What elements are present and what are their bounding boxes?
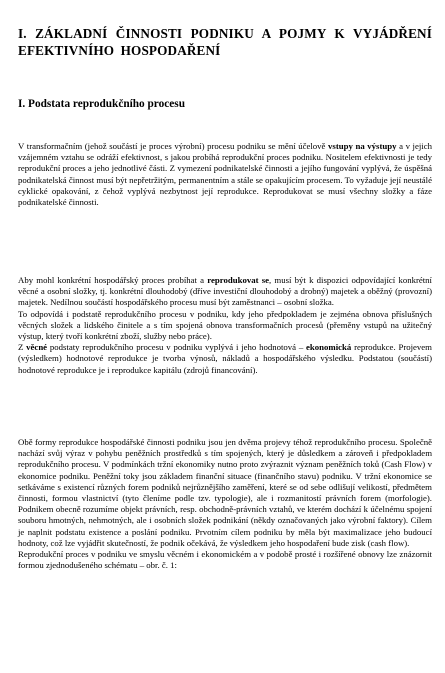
chapter-title: I. ZÁKLADNÍ ČINNOSTI PODNIKU A POJMY K VYJÁDŘENÍ EFEKTIVNÍHO HOSPODAŘENÍ	[18, 26, 432, 58]
paragraph	[18, 342, 432, 376]
paragraph-block-reproduction	[18, 275, 432, 376]
emphasis-vecne: věcné	[26, 342, 48, 353]
emphasis-vstupy-vystupy: vstupy na výstupy	[328, 141, 397, 151]
paragraph: Obě formy reprodukce hospodářské činnosti podniku jsou jen dvěma projevy téhož reprodukčního procesu. Společně nachází svůj výraz v pohybu peněžních prostředků s tím spojených, který je důsledkem a zároveň i předpokladem reprodukčního procesu. V podmínkách tržní ekonomiky nutno proto zvýraznit význam peněžních toků (Cash Flow) v ekonomice podniku. Peněžní toky jsou základem finanční situace (finančního stavu) podniku. V tržní ekonomice se setkáváme s existencí různých forem podniků nejrůznějšího zaměření, které se od sebe odlišují velikostí, předmětem činnosti, formou vlastnictví (tyto členíme podle tzv. typologie), ale i rozmanitostí právních forem (morfologie). Podnikem obecně rozumíme objekt právních, resp. obchodně-právních vztahů, ve kterém dochází k účelnému spojení souboru hmotných, nehmotných, ale i osobních složek podnikání (někdy označovaných jako výrobní faktory). Cílem je naplnit podstatu existence a poslání podniku. Prvotním cílem podniku by měla být maximalizace jeho budoucí hodnoty, což lze vyjádřit skutečností, že podnik očekává, že výsledkem jeho hospodaření bude zisk (cash flow).	[18, 437, 432, 548]
paragraph	[18, 275, 432, 309]
text-run: , musí být k dispozici odpovídající konkrétní věcné a osobní složky, tj. konkrétní dlouhodobý (dříve investiční dlouhodobý a drobný) majetek a oběžný (provozní) majetek. Nedílnou součástí hospodářského procesu musí být zaměstnanci – osobní složka.	[18, 275, 432, 308]
paragraph	[18, 141, 432, 208]
section-title: I. Podstata reprodukčního procesu	[18, 98, 185, 110]
paragraph-block-forms	[18, 437, 432, 571]
text-run: a v jejich vzájemném vztahu se odráží efektivnost, s jakou probíhá reprodukční proces podniku. Nositelem efektivnosti je tedy reprodukční proces a jeho jednotlivé části. Z vymezení podnikatelské činnosti a jejího fungování vyplývá, že úspěšná podnikatelská činnost musí být nepřetržitým, permanentním a stále se opakujícím procesem. To vyžaduje její neustálé cyklické opakování, z čehož vyplývá nezbytnost její reprodukce. Reprodukovat se musí všechny složky a fáze podnikatelské činnosti.	[18, 141, 432, 208]
text-run: V transformačním (jehož součástí je proces výrobní) procesu podniku se mění účelově	[18, 141, 329, 151]
text-run: Z	[18, 342, 27, 353]
paragraph: To odpovídá i podstatě reprodukčního procesu v podniku, kdy jeho předpokladem je zejména obnova příslušných věcných složek a lidského činitele a s tím spojená obnova transformačních procesů (přeměny vstupů na užitečný výstup, který tvoří konkrétní zboží, služby nebo práce).	[18, 308, 432, 342]
emphasis-reprodukovat: reprodukovat se	[207, 275, 270, 285]
text-run: Aby mohl konkrétní hospodářský proces probíhat a	[18, 275, 208, 285]
text-run: podstaty reprodukčního procesu v podniku vyplývá i jeho hodnotová –	[47, 342, 307, 353]
paragraph-block-transformation	[18, 141, 432, 208]
emphasis-ekonomicka: ekonomická	[306, 342, 352, 353]
text-run: reprodukce. Projevem (výsledkem) hodnotové reprodukce je tvorba výnosů, nákladů a hospodářského výsledku. Podstatou (součástí) hodnotové reprodukce je i reprodukce kapitálu (zdrojů financování).	[18, 342, 432, 375]
paragraph: Reprodukční proces v podniku ve smyslu věcném i ekonomickém a v podobě prosté i rozšířené obnovy lze znázornit formou zjednodušeného schématu – obr. č. 1:	[18, 549, 432, 571]
